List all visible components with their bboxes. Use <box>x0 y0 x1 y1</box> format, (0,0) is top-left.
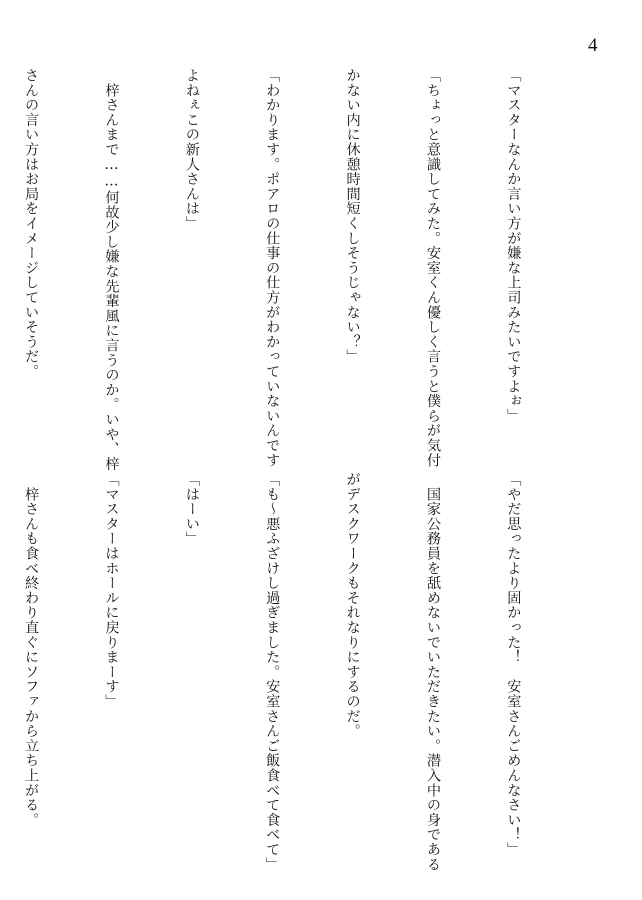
text-line: 「やだ思ったより固かった！ 安室さんごめんなさい！」 <box>505 472 522 857</box>
text-line: かない内に休憩時間短くしそうじゃない？」 <box>344 68 361 364</box>
text-line: 梓さんも食べ終わり直ぐにソファから立ち上がる。 <box>23 472 40 828</box>
text-line: がデスクワークもそれなりにするのだ。 <box>344 472 361 739</box>
text-line: 「マスターはホールに戻りまーす」 <box>103 472 120 709</box>
text-line: 「マスターなんか言い方が嫌な上司みたいですよぉ」 <box>505 68 522 424</box>
text-line: よねぇこの新人さんは」 <box>183 68 200 231</box>
bottom-text-block <box>0 472 580 872</box>
text-line: 「も～悪ふざけし過ぎました。安室さんご飯食べて食べて」 <box>264 472 281 872</box>
text-line: 国家公務員を舐めないでいただきたい。潜入中の身である <box>425 472 442 872</box>
text-line: 「はーい」 <box>183 472 200 546</box>
text-line: 「わかります。ポアロの仕事の仕方がわかっていないんです <box>264 68 281 468</box>
top-text-block <box>0 68 580 472</box>
text-line: 「ちょっと意識してみた。安室くん優しく言うと僕らが気付 <box>425 68 442 468</box>
page-number: 4 <box>588 35 598 56</box>
text-line: さんの言い方はお局をイメージしていそうだ。 <box>23 68 40 379</box>
text-line: 梓さんまで……何故少し嫌な先輩風に言うのか。いや、梓 <box>103 68 120 472</box>
